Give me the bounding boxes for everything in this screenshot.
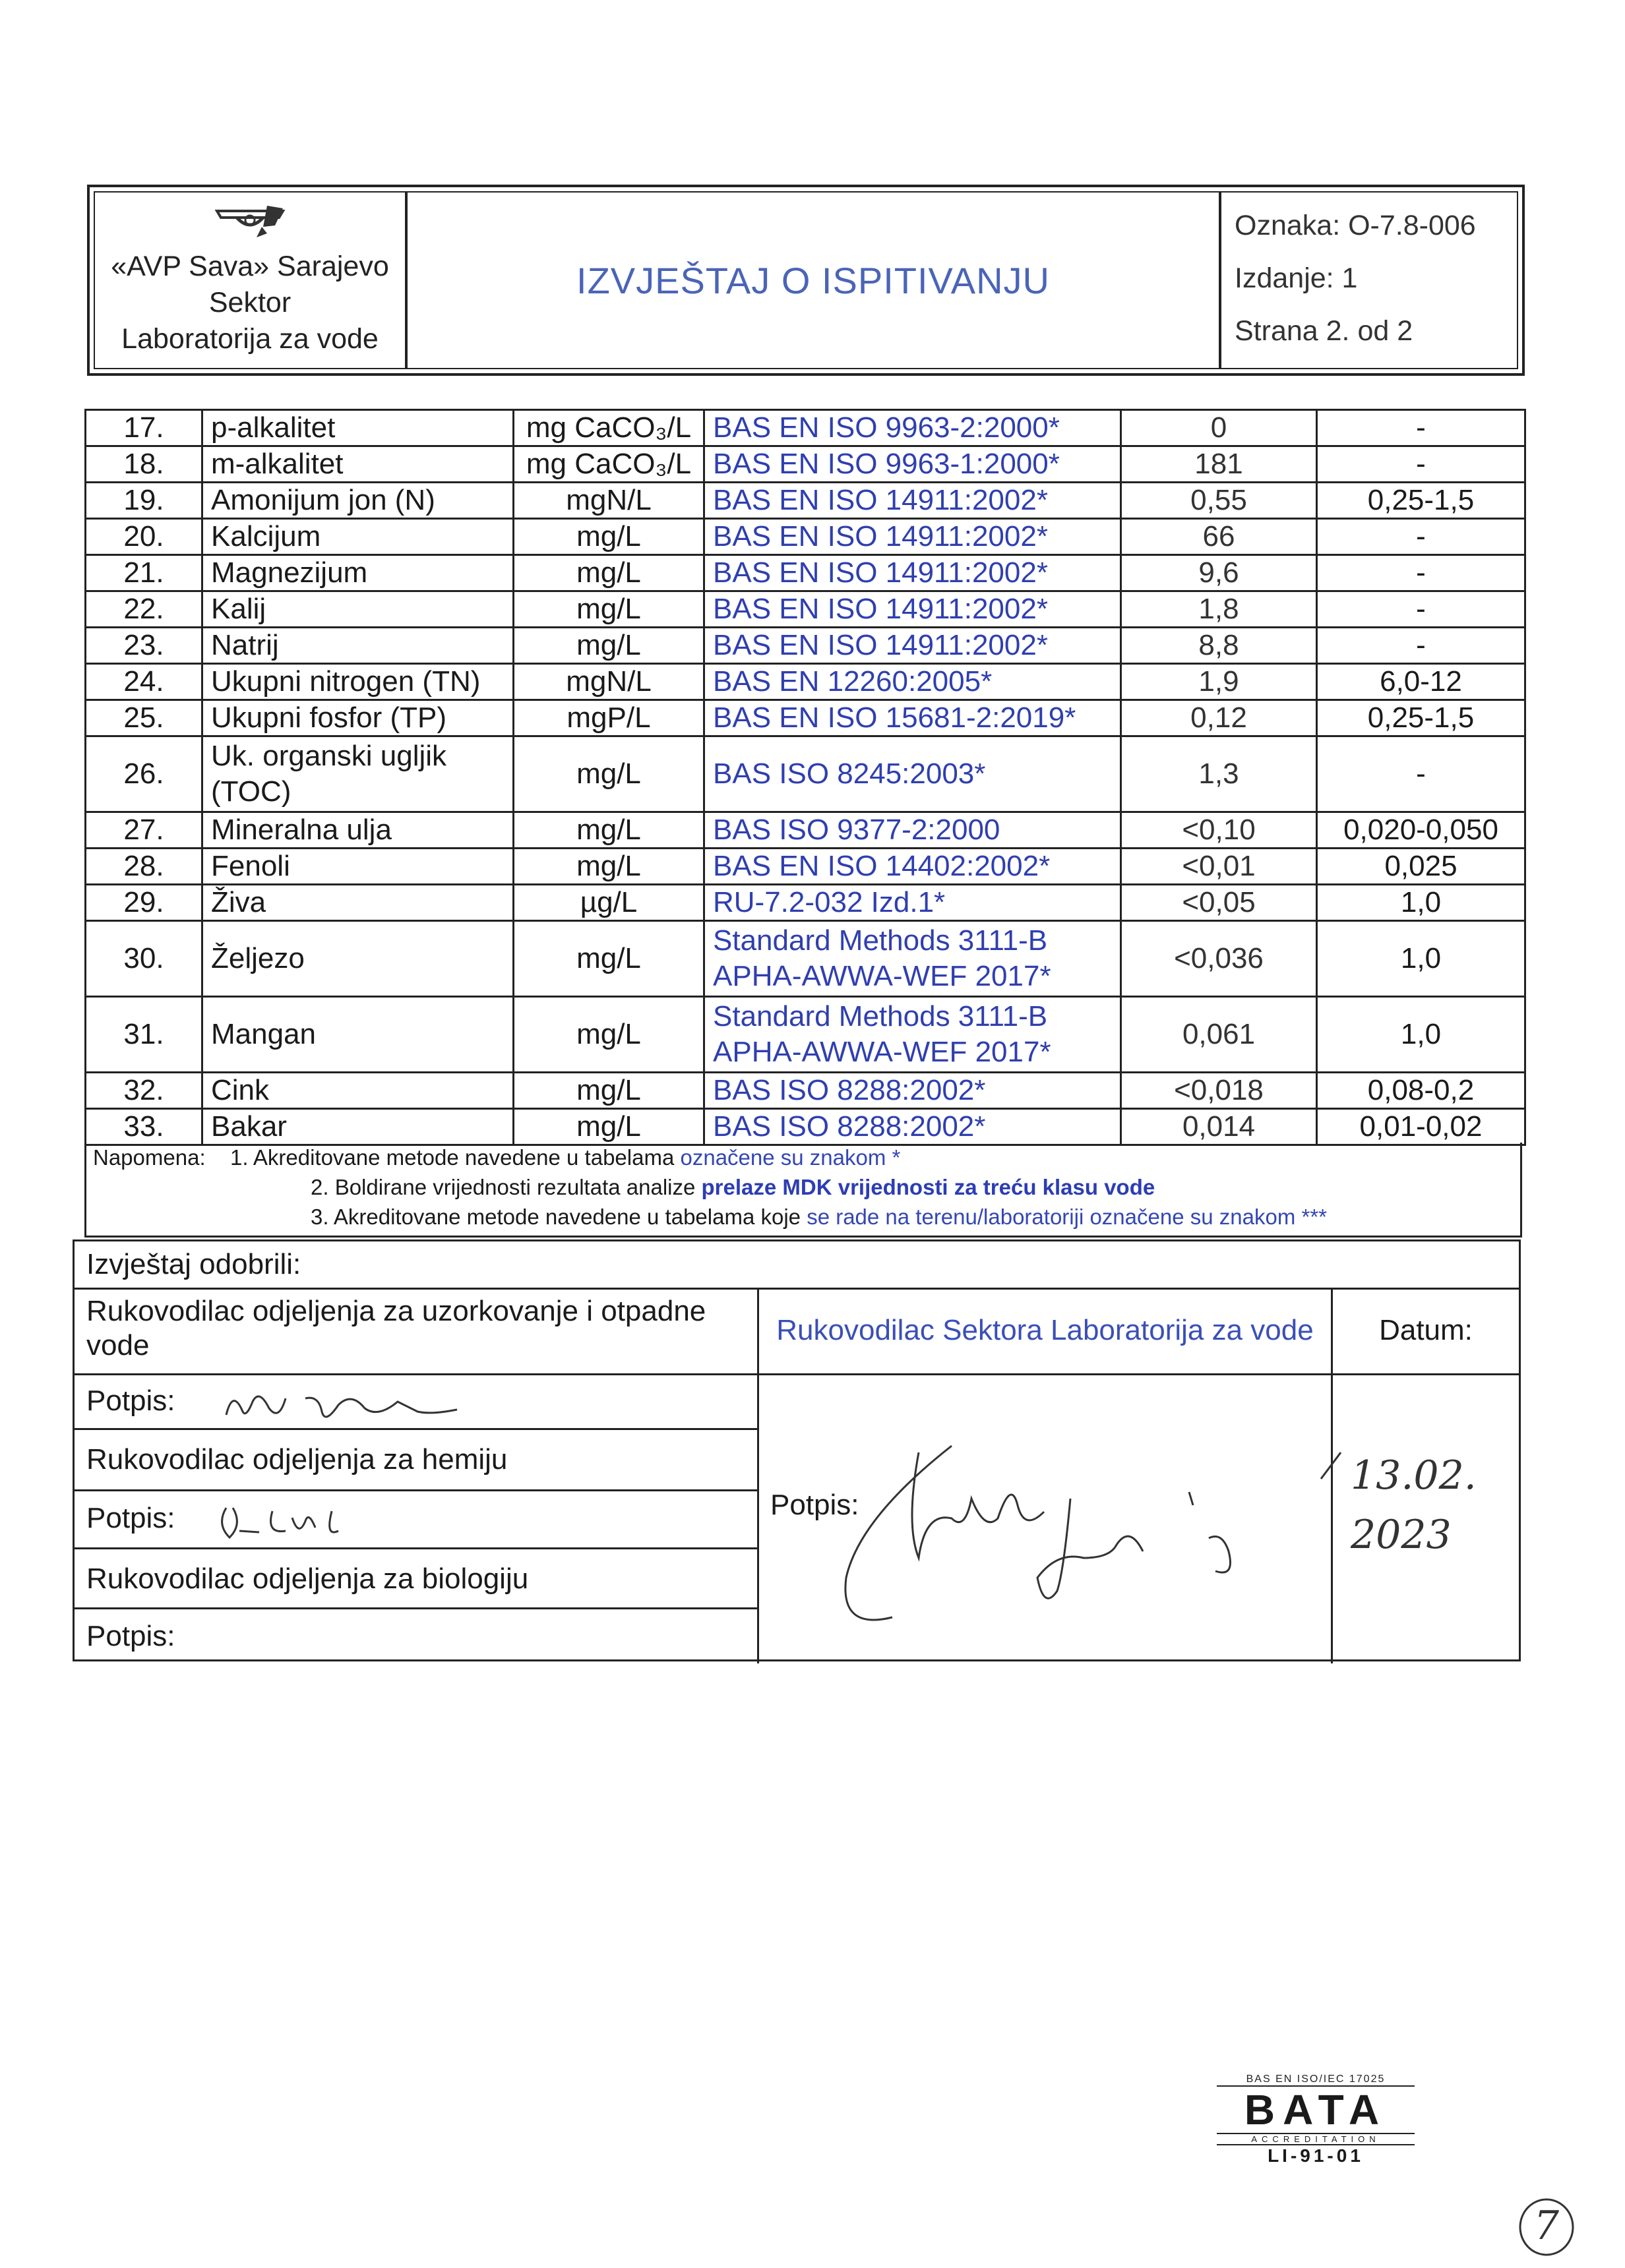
row-number: 17. xyxy=(86,410,202,446)
unit: mg/L xyxy=(514,849,704,885)
row-number: 24. xyxy=(86,664,202,700)
result-value: 9,6 xyxy=(1121,555,1317,591)
limit-value: 1,0 xyxy=(1317,997,1525,1073)
parameter-name: Cink xyxy=(202,1073,514,1109)
row-number: 19. xyxy=(86,483,202,519)
document-header xyxy=(87,185,1525,376)
slash-mark-icon xyxy=(1314,1446,1347,1485)
signature-label: Potpis: xyxy=(770,1489,859,1521)
parameter-name: p-alkalitet xyxy=(202,410,514,446)
unit: mg CaCO₃/L xyxy=(514,410,704,446)
table-row xyxy=(86,591,1525,628)
table-row xyxy=(86,885,1525,921)
unit: µg/L xyxy=(514,885,704,921)
organization-block xyxy=(95,193,408,368)
unit: mg/L xyxy=(514,519,704,555)
row-number: 29. xyxy=(86,885,202,921)
limit-value: 0,25-1,5 xyxy=(1317,483,1525,519)
unit: mg/L xyxy=(514,555,704,591)
sector-head-label: Rukovodilac Sektora Laboratorija za vode xyxy=(776,1314,1314,1346)
row-number: 30. xyxy=(86,921,202,997)
approval-title-row xyxy=(75,1241,1519,1290)
method: BAS EN ISO 14911:2002* xyxy=(704,483,1121,519)
parameter-name: Natrij xyxy=(202,628,514,664)
method: BAS EN ISO 14911:2002* xyxy=(704,591,1121,628)
method: BAS ISO 9377-2:2000 xyxy=(704,812,1121,849)
role-sampling: Rukovodilac odjeljenja za uzorkovanje i otpadne vode xyxy=(86,1295,706,1361)
row-number: 26. xyxy=(86,736,202,812)
result-value: 0 xyxy=(1121,410,1317,446)
sector-head-cell xyxy=(759,1288,1331,1375)
limit-value: - xyxy=(1317,736,1525,812)
parameter-name: Ukupni fosfor (TP) xyxy=(202,700,514,736)
unit: mg CaCO₃/L xyxy=(514,446,704,483)
handwritten-signature-icon xyxy=(206,1375,536,1428)
signature-label: Potpis: xyxy=(86,1502,175,1534)
unit: mgN/L xyxy=(514,483,704,519)
method: BAS ISO 8288:2002* xyxy=(704,1073,1121,1109)
document-edition: Izdanje: 1 xyxy=(1235,262,1358,294)
notes-label: Napomena: xyxy=(93,1145,206,1170)
document-title: IZVJEŠTAJ O ISPITIVANJU xyxy=(576,259,1050,301)
page-indicator: Strana 2. od 2 xyxy=(1235,315,1413,347)
limit-value: - xyxy=(1317,555,1525,591)
unit: mg/L xyxy=(514,628,704,664)
role-row xyxy=(75,1288,757,1375)
table-row xyxy=(86,1109,1525,1145)
table-row xyxy=(86,483,1525,519)
result-value: <0,018 xyxy=(1121,1073,1317,1109)
table-row xyxy=(86,664,1525,700)
row-number: 20. xyxy=(86,519,202,555)
org-lab: Laboratorija za vode xyxy=(121,323,379,355)
result-value: 66 xyxy=(1121,519,1317,555)
table-row xyxy=(86,410,1525,446)
limit-value: 1,0 xyxy=(1317,921,1525,997)
role-row xyxy=(75,1549,757,1609)
table-row xyxy=(86,519,1525,555)
approval-title: Izvještaj odobrili: xyxy=(86,1248,301,1280)
limit-value: - xyxy=(1317,446,1525,483)
signature-row xyxy=(75,1375,757,1430)
row-number: 33. xyxy=(86,1109,202,1145)
result-value: 0,12 xyxy=(1121,700,1317,736)
method: BAS EN 12260:2005* xyxy=(704,664,1121,700)
parameter-name: Živa xyxy=(202,885,514,921)
row-number: 27. xyxy=(86,812,202,849)
handwritten-page-number xyxy=(1517,2197,1576,2257)
limit-value: 0,08-0,2 xyxy=(1317,1073,1525,1109)
row-number: 32. xyxy=(86,1073,202,1109)
table-row xyxy=(86,1073,1525,1109)
table-row xyxy=(86,921,1525,997)
limit-value: - xyxy=(1317,591,1525,628)
method: Standard Methods 3111-B APHA-AWWA-WEF 2017* xyxy=(704,997,1121,1073)
page-number: 7 xyxy=(1533,2203,1560,2249)
table-row xyxy=(86,736,1525,812)
seal-code: LI-91-01 xyxy=(1268,2145,1364,2166)
row-number: 21. xyxy=(86,555,202,591)
result-value: 1,3 xyxy=(1121,736,1317,812)
result-value: 8,8 xyxy=(1121,628,1317,664)
title-cell xyxy=(408,193,1221,368)
limit-value: 0,020-0,050 xyxy=(1317,812,1525,849)
limit-value: - xyxy=(1317,410,1525,446)
unit: mgN/L xyxy=(514,664,704,700)
parameter-name: Magnezijum xyxy=(202,555,514,591)
method: BAS ISO 8288:2002* xyxy=(704,1109,1121,1145)
parameter-name: m-alkalitet xyxy=(202,446,514,483)
method: BAS EN ISO 15681-2:2019* xyxy=(704,700,1121,736)
org-name: «AVP Sava» Sarajevo xyxy=(111,251,389,282)
handwritten-date: 13.02. 2023 xyxy=(1351,1452,1477,1558)
date-cell xyxy=(1333,1288,1519,1375)
unit: mg/L xyxy=(514,1109,704,1145)
row-number: 23. xyxy=(86,628,202,664)
result-value: 1,8 xyxy=(1121,591,1317,628)
parameter-name: Mineralna ulja xyxy=(202,812,514,849)
result-value: <0,05 xyxy=(1121,885,1317,921)
method: RU-7.2-032 Izd.1* xyxy=(704,885,1121,921)
unit: mg/L xyxy=(514,736,704,812)
limit-value: 6,0-12 xyxy=(1317,664,1525,700)
result-value: 1,9 xyxy=(1121,664,1317,700)
note-3: 3. Akreditovane metode navedene u tabelama koje se rade na terenu/laboratoriji označene su znakom *** xyxy=(311,1205,1327,1229)
unit: mg/L xyxy=(514,1073,704,1109)
table-row xyxy=(86,849,1525,885)
unit: mgP/L xyxy=(514,700,704,736)
seal-standard: BAS EN ISO/IEC 17025 xyxy=(1217,2074,1415,2087)
unit: mg/L xyxy=(514,812,704,849)
table-row xyxy=(86,555,1525,591)
result-value: 0,061 xyxy=(1121,997,1317,1073)
unit: mg/L xyxy=(514,591,704,628)
method: BAS EN ISO 14911:2002* xyxy=(704,519,1121,555)
limit-value: - xyxy=(1317,519,1525,555)
row-number: 22. xyxy=(86,591,202,628)
parameter-name: Mangan xyxy=(202,997,514,1073)
signature-label: Potpis: xyxy=(86,1385,175,1417)
method: BAS EN ISO 14402:2002* xyxy=(704,849,1121,885)
method: Standard Methods 3111-B APHA-AWWA-WEF 2017* xyxy=(704,921,1121,997)
accreditation-seal xyxy=(1217,2074,1415,2166)
method: BAS EN ISO 9963-2:2000* xyxy=(704,410,1121,446)
result-value: <0,01 xyxy=(1121,849,1317,885)
document-meta xyxy=(1221,193,1517,368)
result-value: 0,014 xyxy=(1121,1109,1317,1145)
unit: mg/L xyxy=(514,997,704,1073)
parameter-name: Ukupni nitrogen (TN) xyxy=(202,664,514,700)
method: BAS EN ISO 14911:2002* xyxy=(704,628,1121,664)
role-biology: Rukovodilac odjeljenja za biologiju xyxy=(86,1563,529,1595)
limit-value: - xyxy=(1317,628,1525,664)
table-row xyxy=(86,628,1525,664)
seal-brand: BATA xyxy=(1244,2086,1388,2134)
signature-row xyxy=(75,1491,757,1549)
method: BAS EN ISO 14911:2002* xyxy=(704,555,1121,591)
result-value: 0,55 xyxy=(1121,483,1317,519)
avp-sava-logo-icon xyxy=(210,199,290,245)
role-chemistry: Rukovodilac odjeljenja za hemiju xyxy=(86,1443,508,1476)
table-row xyxy=(86,446,1525,483)
note-2: 2. Boldirane vrijednosti rezultata analize prelaze MDK vrijednosti za treću klasu vode xyxy=(311,1175,1155,1199)
result-value: 181 xyxy=(1121,446,1317,483)
limit-value: 0,25-1,5 xyxy=(1317,700,1525,736)
parameter-name: Kalij xyxy=(202,591,514,628)
handwritten-signature-icon xyxy=(206,1491,444,1547)
result-value: <0,10 xyxy=(1121,812,1317,849)
method: BAS ISO 8245:2003* xyxy=(704,736,1121,812)
sector-head-signature-icon xyxy=(820,1419,1321,1644)
result-value: <0,036 xyxy=(1121,921,1317,997)
parameter-name: Uk. organski ugljik (TOC) xyxy=(202,736,514,812)
role-row xyxy=(75,1430,757,1491)
parameter-name: Bakar xyxy=(202,1109,514,1145)
limit-value: 1,0 xyxy=(1317,885,1525,921)
table-row xyxy=(86,812,1525,849)
approval-section xyxy=(73,1239,1521,1661)
row-number: 28. xyxy=(86,849,202,885)
row-number: 18. xyxy=(86,446,202,483)
signature-row xyxy=(75,1609,757,1662)
row-number: 25. xyxy=(86,700,202,736)
parameter-name: Željezo xyxy=(202,921,514,997)
row-number: 31. xyxy=(86,997,202,1073)
results-table xyxy=(84,409,1526,1146)
parameter-name: Amonijum jon (N) xyxy=(202,483,514,519)
limit-value: 0,025 xyxy=(1317,849,1525,885)
date-label: Datum: xyxy=(1379,1314,1473,1346)
org-sector: Sektor xyxy=(208,287,291,318)
seal-accreditation: ACCREDITATION xyxy=(1217,2133,1415,2145)
table-row xyxy=(86,700,1525,736)
parameter-name: Fenoli xyxy=(202,849,514,885)
signature-label: Potpis: xyxy=(86,1620,175,1652)
table-row xyxy=(86,997,1525,1073)
limit-value: 0,01-0,02 xyxy=(1317,1109,1525,1145)
unit: mg/L xyxy=(514,921,704,997)
parameter-name: Kalcijum xyxy=(202,519,514,555)
notes-block xyxy=(84,1143,1522,1238)
note-1: 1. Akreditovane metode navedene u tabelama označene su znakom * xyxy=(230,1145,901,1170)
method: BAS EN ISO 9963-1:2000* xyxy=(704,446,1121,483)
document-code: Oznaka: O-7.8-006 xyxy=(1235,210,1476,241)
